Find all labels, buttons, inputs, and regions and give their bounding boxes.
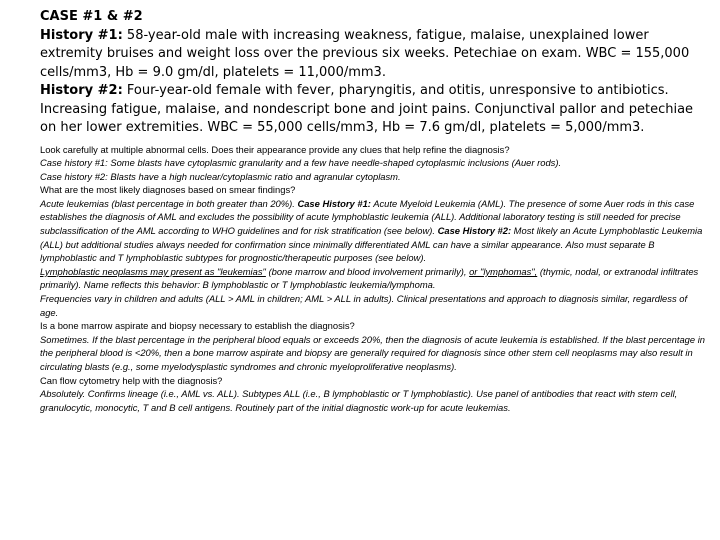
question-2: What are the most likely diagnoses based on smear findings? <box>40 184 296 196</box>
answer-2-frequencies: Frequencies vary in children and adults (ALL > AML in children; AML > ALL in adults). Clinical presentations and approach to diagnosis similar, regardless of age. <box>40 293 688 318</box>
answer-2-lymphoblastic <box>40 265 705 292</box>
slide-content <box>40 8 705 414</box>
history-1 <box>40 27 705 83</box>
case-header <box>40 8 705 138</box>
history-2-text: Four-year-old female with fever, pharyngitis, and otitis, unresponsive to antibiotics. Increasing fatigue, malaise, and nondescript bone and joint pains. Conjunctival pallor and petechiae on her lower extremities. WBC = 55,000 cells/mm3, Hb = 7.6 gm/dl, platelets = 5,000/mm3. <box>40 83 694 135</box>
question-1: Look carefully at multiple abnormal cells. Does their appearance provide any clues that help refine the diagnosis? <box>40 143 510 155</box>
answer-4: Absolutely. Confirms lineage (i.e., AML vs. ALL). Subtypes ALL (i.e., B lymphoblastic or T lymphoblastic). Use panel of antibodies that react with stem cell, granulocytic, monocytic, T and B cell antigens. Routinely part of the initial diagnostic work-up for acute leukemias. <box>40 388 678 413</box>
history-2-label: History #2: <box>40 83 123 98</box>
answer-2-case-2-label: Case History #2: <box>437 225 512 237</box>
lymphoblastic-leukemias-text: Lymphoblastic neoplasms may present as "leukemias" <box>40 265 266 277</box>
question-4: Can flow cytometry help with the diagnosis? <box>40 374 223 386</box>
answer-1-case-2: Case history #2: Blasts have a high nuclear/cytoplasmic ratio and agranular cytoplasm. <box>40 170 401 182</box>
lymphoblastic-lymphomas-text: or "lymphomas", <box>469 265 538 277</box>
discussion <box>40 143 705 415</box>
answer-2-case-2-text: Most likely an Acute Lymphoblastic Leukemia (ALL) but additional studies always needed for confirmation since minimally differentiated AML can have a similar appearance. Also must separate B lymphoblastic and T lymphoblastic subtypes for prognostic/therapeutic purposes (see below). <box>40 225 703 264</box>
answer-1-case-1: Case history #1: Some blasts have cytoplasmic granularity and a few have needle-shaped cytoplasmic inclusions (Auer rods). <box>40 157 562 169</box>
answer-2-intro: Acute leukemias (blast percentage in both greater than 20%). <box>40 197 295 209</box>
case-title: CASE #1 & #2 <box>40 9 143 24</box>
answer-3: Sometimes. If the blast percentage in the peripheral blood equals or exceeds 20%, then the diagnosis of acute leukemia is established. If the blast percentage in the peripheral blood is <20%, then a bone marrow aspirate and biopsy are generally required for diagnosis since other stem cell neoplasms may also result in circulating blasts (e.g., some myelodysplastic syndromes and chronic myeloproliferative neoplasms). <box>40 333 705 372</box>
history-1-text: 58-year-old male with increasing weakness, fatigue, malaise, unexplained lower extremity bruises and weight loss over the previous six weeks. Petechiae on exam. WBC = 155,000 cells/mm3, Hb = 9.0 gm/dl, platelets = 11,000/mm3. <box>40 27 690 80</box>
answer-2 <box>40 197 705 265</box>
history-2 <box>40 82 705 138</box>
lymphoblastic-end-text: (thymic, nodal, or extranodal infiltrates primarily). Name reflects this behavior: B lymphoblastic or T lymphoblastic leukemia/lymphoma. <box>40 265 699 291</box>
lymphoblastic-mid-text: (bone marrow and blood involvement primarily), <box>265 265 470 277</box>
question-3: Is a bone marrow aspirate and biopsy necessary to establish the diagnosis? <box>40 320 355 332</box>
answer-2-case-1-label: Case History #1: <box>297 197 371 209</box>
history-1-label: History #1: <box>40 27 123 43</box>
answer-2-case-1-text: Acute Myeloid Leukemia (AML). The presence of some Auer rods in this case establishes the diagnosis of AML and excludes the possibility of acute lymphoblastic leukemia (ALL). Additional laboratory testing is still needed for precise subclassification of the AML according to WHO guidelines and for risk stratification (see below). <box>40 197 695 237</box>
